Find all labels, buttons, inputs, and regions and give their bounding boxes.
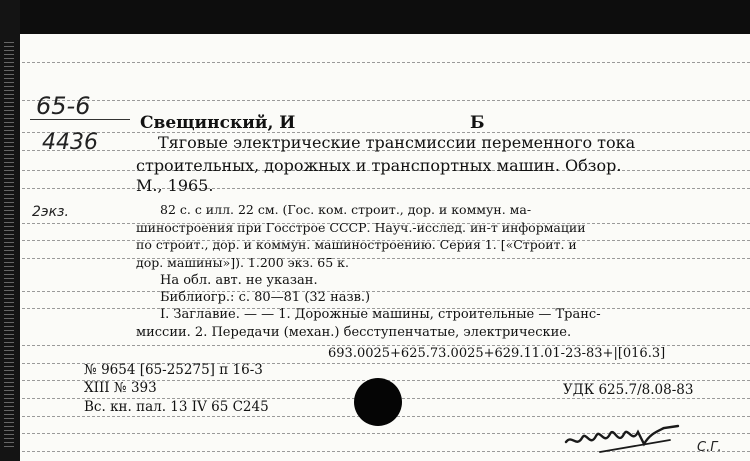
udk-code: УДК 625.7/8.08-83: [563, 382, 694, 398]
collation-line: шиностроения при Госстрое СССР. Науч.-исслед. ин-т информации: [136, 220, 586, 235]
subject-heading: миссии. 2. Передачи (механ.) бесступенчатые, электрические.: [136, 325, 572, 340]
collation-line: по строит., дор. и коммун. машиностроению. Серия 1. [«Строит. и: [136, 237, 577, 252]
collation-line: 82 с. с илл. 22 см. (Гос. ком. строит., дор. и коммун. ма-: [160, 202, 532, 217]
handwritten-copies: 2экз.: [32, 204, 69, 220]
card-author: Свещинский, И: [140, 113, 296, 133]
series-code: XIII № 393: [84, 380, 157, 396]
ruled-line: [22, 62, 750, 63]
shelfmark-underline: [30, 119, 130, 120]
ruled-line: [22, 291, 750, 292]
card-author-letter: Б: [470, 113, 485, 133]
handwritten-signature: [560, 418, 700, 458]
classification-index: 693.0025+625.73.0025+629.11.01-23-83+|[016.3]: [328, 346, 666, 361]
title-line: М., 1965.: [136, 176, 214, 195]
handwritten-shelfmark: 65-6: [36, 92, 91, 120]
ruled-line: [22, 100, 750, 101]
handwritten-shelfmark: 4436: [42, 130, 98, 155]
note: Библиогр.: с. 80—81 (32 назв.): [160, 290, 371, 305]
record-number: № 9654 [65-25275] п 16-3: [84, 362, 263, 378]
scan-border-left: [0, 0, 20, 461]
collation-line: дор. машины»]). 1.200 экз. 65 к.: [136, 255, 349, 270]
scan-border-top: [0, 0, 750, 34]
title-line: Тяговые электрические трансмиссии переменного тока: [158, 133, 636, 152]
note: На обл. авт. не указан.: [160, 273, 318, 288]
title-line: строительных, дорожных и транспортных машин. Обзор.: [136, 156, 622, 175]
subject-heading: I. Заглавие. — — 1. Дорожные машины, строительные — Транс-: [160, 307, 601, 322]
ruled-line: [22, 258, 750, 259]
ruled-line: [22, 188, 750, 189]
chamber-stamp: Вс. кн. пал. 13 IV 65 С245: [84, 399, 269, 415]
handwritten-initials: С.Г.: [697, 440, 722, 455]
punch-hole: [354, 378, 402, 426]
